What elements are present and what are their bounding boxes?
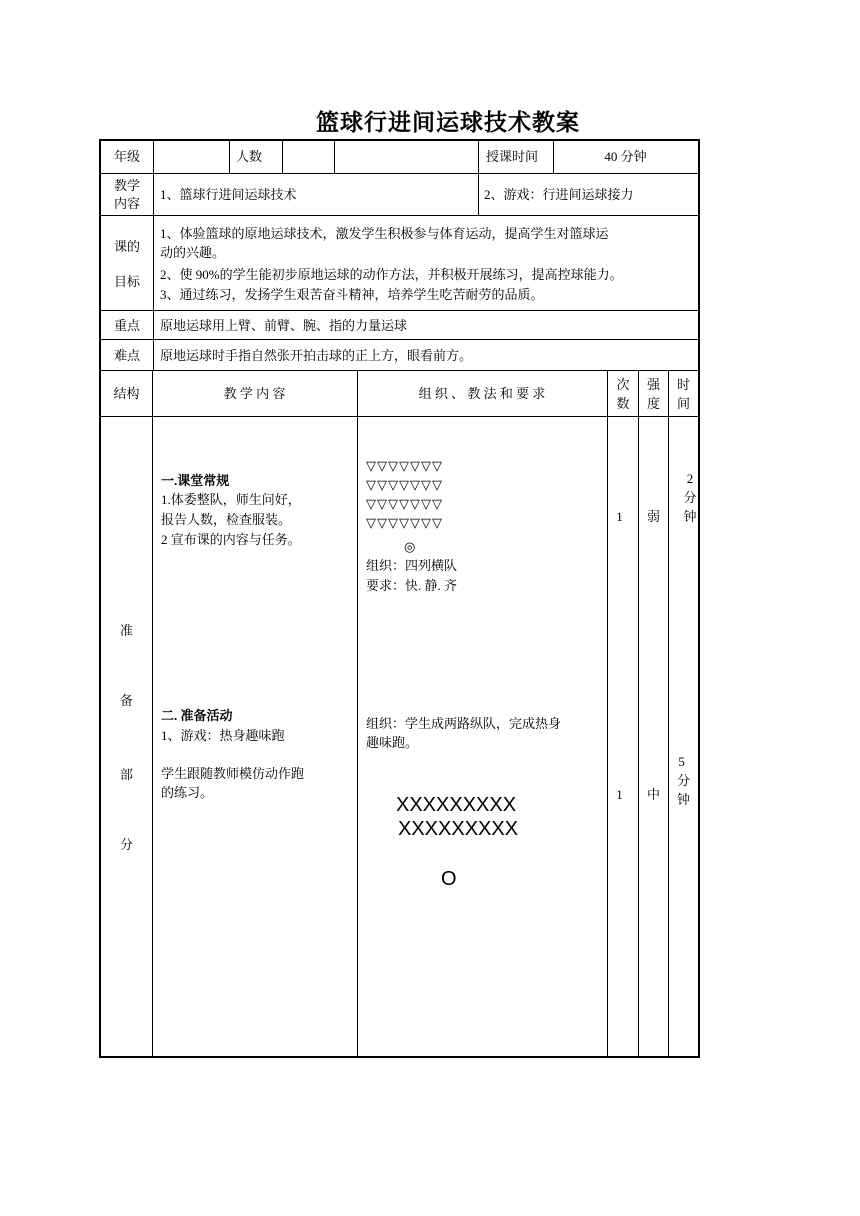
cell-divider [334, 140, 335, 174]
document-title: 篮球行进间运球技术教案 [316, 109, 580, 135]
part1-heading: 一.课堂常规 [161, 473, 230, 488]
part1-line3: 2 宣布课的内容与任务。 [161, 532, 301, 547]
class-time-value: 40 分钟 [604, 149, 647, 164]
formation-row: XXXXXXXXX [396, 794, 517, 816]
part2-intensity: 中 [646, 787, 660, 802]
table-border-bottom [99, 1056, 700, 1058]
cell-divider [153, 173, 154, 371]
section-char-4: 分 [119, 837, 133, 852]
formation-row: ▽▽▽▽▽▽▽ [366, 496, 443, 511]
content-label-line1: 教学 [113, 178, 140, 193]
column-header-content: 教 学 内 容 [223, 386, 286, 401]
part1-times: 1 [616, 509, 623, 524]
formation-row: ▽▽▽▽▽▽▽ [366, 515, 443, 530]
goals-label-line2: 目标 [113, 274, 140, 289]
people-label: 人数 [236, 149, 263, 164]
column-header-duration-2: 间 [676, 396, 690, 411]
cell-divider [153, 140, 154, 174]
table-border-right [698, 139, 700, 1058]
cell-divider [607, 370, 608, 1057]
cell-divider [229, 140, 230, 174]
row-divider [99, 310, 700, 311]
part2-organization-line1: 组织：学生成两路纵队，完成热身 [366, 716, 562, 731]
part2-duration-value: 5 [678, 754, 685, 769]
goal-1-line2: 动的兴趣。 [160, 245, 226, 260]
column-header-times-1: 次 [616, 377, 630, 392]
column-header-organization: 组 织 、 教 法 和 要 求 [418, 386, 546, 401]
column-header-times-2: 数 [616, 396, 630, 411]
formation-row: XXXXXXXXX [398, 818, 519, 840]
goals-label-line1: 课的 [113, 239, 140, 254]
part2-heading: 二. 准备活动 [161, 708, 233, 723]
grade-label: 年级 [113, 149, 140, 164]
part2-line1: 1、游戏：热身趣味跑 [161, 728, 285, 743]
part2-duration-unit-2: 钟 [676, 792, 690, 807]
class-time-label: 授课时间 [486, 149, 539, 164]
part1-duration-value: 2 [686, 471, 694, 486]
part1-requirement: 要求：快. 静. 齐 [366, 578, 458, 593]
section-char-1: 准 [119, 623, 133, 638]
part2-times: 1 [616, 787, 623, 802]
part2-line3: 的练习。 [161, 785, 214, 800]
part1-intensity: 弱 [646, 509, 660, 524]
section-char-2: 备 [119, 693, 133, 708]
formation-row: ▽▽▽▽▽▽▽ [366, 458, 443, 473]
column-header-intensity-2: 度 [646, 396, 660, 411]
goal-3: 3、通过练习，发扬学生艰苦奋斗精神，培养学生吃苦耐劳的品质。 [160, 287, 544, 302]
key-point-label: 重点 [113, 318, 140, 333]
part2-line2: 学生跟随教师模仿动作跑 [161, 766, 305, 781]
row-divider [99, 173, 700, 174]
part1-organization: 组织：四列横队 [366, 558, 458, 573]
column-header-intensity-1: 强 [646, 377, 660, 392]
goal-1-line1: 1、体验篮球的原地运球技术，激发学生积极参与体育运动，提高学生对篮球运 [160, 226, 609, 241]
key-point-text: 原地运球用上臂、前臂、腕、指的力量运球 [160, 318, 408, 333]
part1-line2: 报告人数，检查服装。 [161, 512, 292, 527]
content-item-2: 2、游戏：行进间运球接力 [484, 187, 634, 202]
section-char-3: 部 [119, 767, 133, 782]
goal-2: 2、使 90%的学生能初步原地运球的动作方法，并积极开展练习，提高控球能力。 [160, 267, 623, 282]
part1-line1: 1.体委整队，师生问好， [161, 492, 301, 507]
row-divider [99, 339, 700, 340]
part1-duration-unit-1: 分 [683, 490, 697, 505]
cell-divider [638, 370, 639, 1057]
content-label-line2: 内容 [113, 196, 140, 211]
cell-divider [152, 370, 153, 1057]
content-item-1: 1、篮球行进间运球技术 [160, 187, 297, 202]
formation-row: ▽▽▽▽▽▽▽ [366, 477, 443, 492]
teacher-position-icon: ◎ [404, 539, 416, 554]
row-divider [99, 370, 700, 371]
cell-divider [282, 140, 283, 174]
part2-organization-line2: 趣味跑。 [366, 735, 419, 750]
difficulty-label: 难点 [113, 348, 140, 363]
column-header-structure: 结构 [113, 386, 140, 401]
column-header-duration-1: 时 [676, 377, 690, 392]
row-divider [99, 215, 700, 216]
part2-duration-unit-1: 分 [676, 773, 690, 788]
part1-duration-unit-2: 钟 [683, 509, 697, 524]
row-divider [99, 416, 700, 417]
difficulty-text: 原地运球时手指自然张开拍击球的正上方，眼看前方。 [160, 348, 473, 363]
cell-divider [357, 370, 358, 1057]
teacher-position-icon: O [441, 868, 457, 890]
table-border-top [99, 139, 700, 141]
cell-divider [668, 370, 669, 1057]
cell-divider [478, 140, 479, 216]
